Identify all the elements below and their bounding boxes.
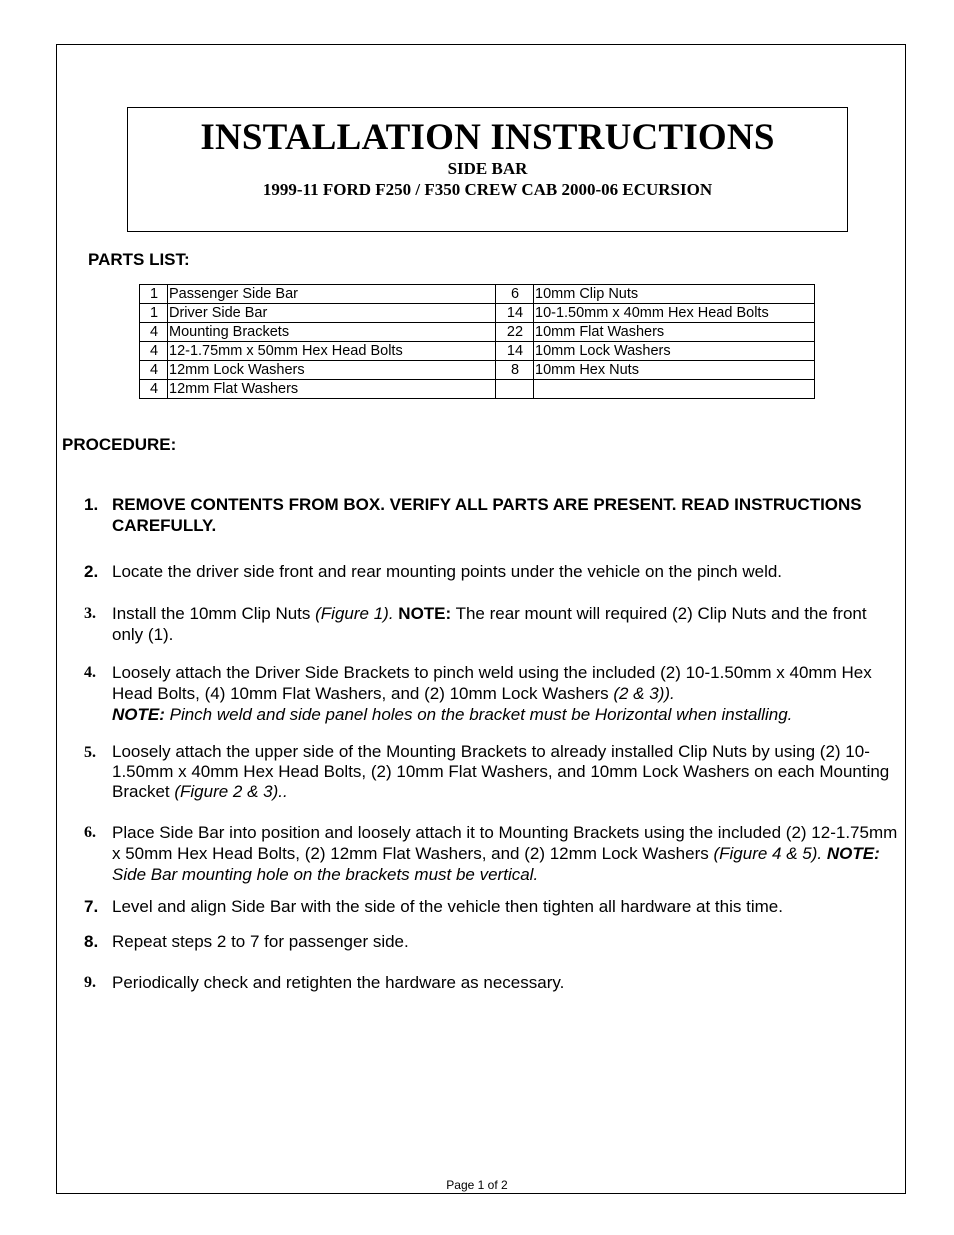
step-text: Loosely attach the upper side of the Mounting Brackets to already installed Clip Nuts by using (2) 10-1.50mm x 40mm Hex Head Bolts, (2) 10mm Flat Washers, and 10mm Lock Washers on each Mounting Bracket (Figure 2 & 3).. <box>112 742 890 801</box>
step-number: 7. <box>84 897 99 916</box>
parts-list-heading: PARTS LIST: <box>88 250 190 269</box>
procedure-step-9 <box>84 972 899 993</box>
procedure-step-3 <box>84 603 899 645</box>
part-qty: 14 <box>496 342 534 361</box>
table-row <box>140 361 815 380</box>
procedure-step-2 <box>84 561 899 582</box>
part-name: 12mm Lock Washers <box>168 361 496 380</box>
part-qty: 14 <box>496 304 534 323</box>
step-text: REMOVE CONTENTS FROM BOX. VERIFY ALL PARTS ARE PRESENT. READ INSTRUCTIONS CAREFULLY. <box>112 495 862 535</box>
page-number: Page 1 of 2 <box>446 1178 508 1192</box>
step-number: 5. <box>84 744 96 761</box>
step-number: 2. <box>84 562 99 581</box>
procedure-step-6 <box>84 822 899 885</box>
part-name: 10mm Clip Nuts <box>534 285 815 304</box>
procedure-step-1 <box>84 494 899 536</box>
parts-table <box>139 284 815 399</box>
part-qty: 1 <box>140 304 168 323</box>
part-qty: 4 <box>140 361 168 380</box>
step-text: Install the 10mm Clip Nuts (Figure 1). NOTE: The rear mount will required (2) Clip Nuts and the front only (1). <box>112 604 867 644</box>
part-name: 12mm Flat Washers <box>168 380 496 399</box>
step-text: Level and align Side Bar with the side of the vehicle then tighten all hardware at this time. <box>112 897 783 916</box>
part-qty: 1 <box>140 285 168 304</box>
title-block <box>127 107 848 232</box>
part-name: Passenger Side Bar <box>168 285 496 304</box>
part-qty: 22 <box>496 323 534 342</box>
product-name: SIDE BAR <box>447 159 528 178</box>
table-row <box>140 342 815 361</box>
part-qty: 8 <box>496 361 534 380</box>
step-number: 9. <box>84 974 96 991</box>
step-number: 1. <box>84 495 99 514</box>
part-name: 10-1.50mm x 40mm Hex Head Bolts <box>534 304 815 323</box>
part-qty: 4 <box>140 323 168 342</box>
table-row <box>140 304 815 323</box>
table-row <box>140 380 815 399</box>
part-name: Mounting Brackets <box>168 323 496 342</box>
step-number: 6. <box>84 824 96 841</box>
part-name: 10mm Hex Nuts <box>534 361 815 380</box>
part-qty: 4 <box>140 380 168 399</box>
procedure-step-4 <box>84 662 899 725</box>
part-qty: 4 <box>140 342 168 361</box>
step-number: 3. <box>84 605 96 622</box>
part-name: 10mm Flat Washers <box>534 323 815 342</box>
procedure-step-8 <box>84 931 899 952</box>
step-text: Place Side Bar into position and loosely attach it to Mounting Brackets using the included (2) 12-1.75mm x 50mm Hex Head Bolts, (2) 12mm Flat Washers, and (2) 12mm Lock Washers (Figure 4 & 5). NOTE: Side Bar mounting hole on the brackets must be vertical. <box>112 823 898 884</box>
part-name: 10mm Lock Washers <box>534 342 815 361</box>
step-text: Repeat steps 2 to 7 for passenger side. <box>112 932 409 951</box>
part-name: 12-1.75mm x 50mm Hex Head Bolts <box>168 342 496 361</box>
step-number: 4. <box>84 664 96 681</box>
procedure-heading: PROCEDURE: <box>62 435 177 454</box>
step-text: Periodically check and retighten the hardware as necessary. <box>112 973 565 992</box>
part-name: Driver Side Bar <box>168 304 496 323</box>
table-row <box>140 285 815 304</box>
part-qty: 6 <box>496 285 534 304</box>
vehicle-fitment: 1999-11 FORD F250 / F350 CREW CAB 2000-06 ECURSION <box>262 180 713 199</box>
step-text: Loosely attach the Driver Side Brackets to pinch weld using the included (2) 10-1.50mm x 40mm Hex Head Bolts, (4) 10mm Flat Washers, and (2) 10mm Lock Washers (2 & 3)). NOTE: Pinch weld and side panel holes on the bracket must be Horizontal when installing. <box>112 663 872 724</box>
procedure-step-7 <box>84 896 899 917</box>
procedure-step-5 <box>84 742 899 802</box>
part-name <box>534 380 815 399</box>
step-number: 8. <box>84 932 99 951</box>
table-row <box>140 323 815 342</box>
document-title: INSTALLATION INSTRUCTIONS <box>200 117 775 158</box>
part-qty <box>496 380 534 399</box>
step-text: Locate the driver side front and rear mounting points under the vehicle on the pinch weld. <box>112 562 783 581</box>
